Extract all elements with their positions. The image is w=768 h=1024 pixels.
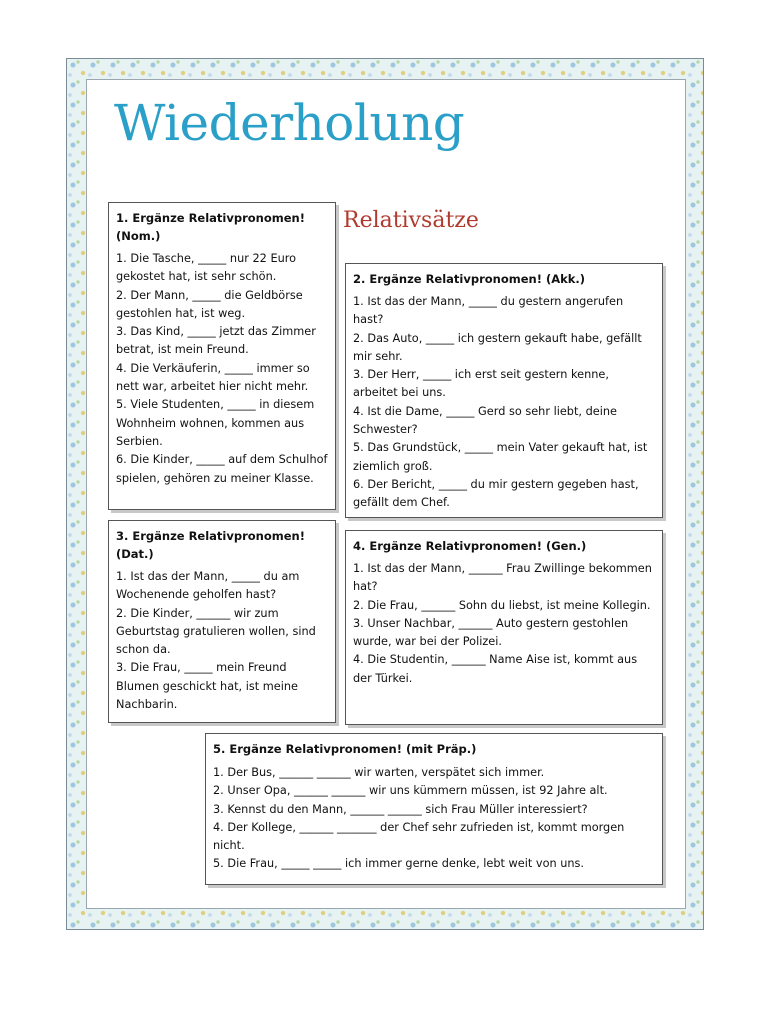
exercise-title: 5. Ergänze Relativpronomen! (mit Präp.): [213, 742, 477, 756]
exercise-item: 2. Unser Opa, ______ ______ wir uns kümmern müssen, ist 92 Jahre alt.: [213, 784, 608, 798]
exercise-item: 3. Die Frau, _____ mein Freund Blumen geschickt hat, ist meine Nachbarin.: [116, 661, 298, 712]
exercise-item: 2. Der Mann, _____ die Geldbörse gestohlen hat, ist weg.: [116, 288, 303, 320]
exercise-item: 4. Die Studentin, ______ Name Aise ist, kommt aus der Türkei.: [353, 653, 638, 685]
exercise-item: 2. Das Auto, _____ ich gestern gekauft habe, gefällt mir sehr.: [353, 331, 642, 363]
exercise-item: 1. Der Bus, ______ ______ wir warten, verspätet sich immer.: [213, 766, 545, 779]
exercise-item: 6. Die Kinder, _____ auf dem Schulhof spielen, gehören zu meiner Klasse.: [116, 453, 328, 485]
exercise-2-box: [345, 263, 663, 518]
exercise-item: 3. Der Herr, _____ ich erst seit gestern kenne, arbeitet bei uns.: [353, 368, 609, 400]
exercise-item: 3. Das Kind, _____ jetzt das Zimmer betrat, ist mein Freund.: [116, 325, 316, 357]
exercise-item: 4. Die Verkäuferin, _____ immer so nett war, arbeitet hier nicht mehr.: [116, 361, 310, 394]
exercise-1-box: [108, 202, 336, 510]
exercise-4-box: [345, 530, 663, 725]
exercise-item: 1. Ist das der Mann, ______ Frau Zwillinge bekommen hat?: [353, 562, 652, 594]
exercise-item: 1. Ist das der Mann, _____ du am Wochenende geholfen hast?: [116, 570, 300, 602]
exercise-5-box: [205, 733, 663, 885]
page-title: Wiederholung: [114, 94, 465, 152]
exercise-title: 4. Ergänze Relativpronomen! (Gen.): [353, 539, 587, 553]
page-subtitle: Relativsätze: [343, 208, 479, 233]
exercise-item: 5. Das Grundstück, _____ mein Vater gekauft hat, ist ziemlich groß.: [353, 441, 648, 473]
exercise-3-box: [108, 520, 336, 723]
exercise-item: 5. Viele Studenten, _____ in diesem Wohnheim wohnen, kommen aus Serbien.: [116, 398, 315, 448]
exercise-item: 1. Ist das der Mann, _____ du gestern angerufen hast?: [353, 295, 624, 327]
exercise-item: 3. Kennst du den Mann, ______ ______ sich Frau Müller interessiert?: [213, 802, 588, 816]
exercise-title: 1. Ergänze Relativpronomen! (Nom.): [116, 211, 305, 243]
exercise-item: 2. Die Frau, ______ Sohn du liebst, ist meine Kollegin.: [353, 598, 651, 612]
exercise-item: 3. Unser Nachbar, ______ Auto gestern gestohlen wurde, war bei der Polizei.: [353, 616, 629, 649]
exercise-title: 3. Ergänze Relativpronomen! (Dat.): [116, 529, 305, 561]
exercise-title: 2. Ergänze Relativpronomen! (Akk.): [353, 272, 586, 286]
exercise-item: 6. Der Bericht, _____ du mir gestern gegeben hast, gefällt dem Chef.: [353, 477, 639, 510]
exercise-item: 1. Die Tasche, _____ nur 22 Euro gekostet hat, ist sehr schön.: [116, 252, 297, 284]
exercise-item: 4. Ist die Dame, _____ Gerd so sehr liebt, deine Schwester?: [353, 404, 617, 437]
exercise-item: 2. Die Kinder, ______ wir zum Geburtstag gratulieren wollen, sind schon da.: [116, 606, 316, 657]
exercise-item: 5. Die Frau, _____ _____ ich immer gerne denke, lebt weit von uns.: [213, 857, 585, 871]
exercise-item: 4. Der Kollege, ______ _______ der Chef sehr zufrieden ist, kommt morgen nicht.: [213, 820, 625, 853]
